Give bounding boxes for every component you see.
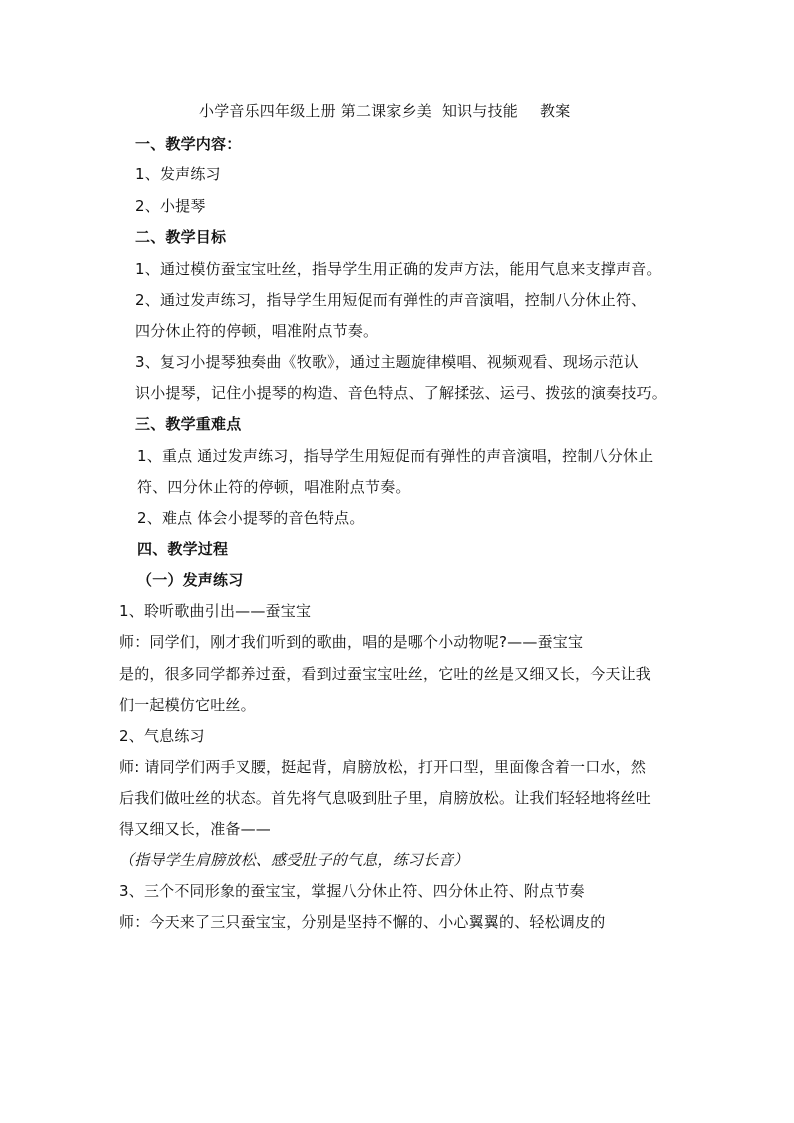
title-part-3: 教案 bbox=[540, 102, 571, 120]
section-heading-key-points: 三、教学重难点 bbox=[135, 415, 242, 433]
goal-1: 1、通过模仿蚕宝宝吐丝，指导学生用正确的发声方法，能用气息来支撑声音。 bbox=[135, 260, 662, 278]
content-item-1: 1、发声练习 bbox=[135, 165, 221, 183]
step-3-teacher: 师：今天来了三只蚕宝宝，分别是坚持不懈的、小心翼翼的、轻松调皮的 bbox=[119, 913, 606, 931]
step-1-text-line-1: 是的，很多同学都养过蚕，看到过蚕宝宝吐丝，它吐的丝是又细又长，今天让我 bbox=[119, 665, 652, 683]
step-2-title: 2、气息练习 bbox=[119, 727, 205, 745]
goal-2-line-2: 四分休止符的停顿，唱准附点节奏。 bbox=[135, 322, 379, 340]
step-2-text-line-1: 师: 请同学们两手叉腰，挺起背，肩膀放松，打开口型，里面像含着一口水，然 bbox=[119, 758, 647, 776]
step-3-title: 3、三个不同形象的蚕宝宝，掌握八分休止符、四分休止符、附点节奏 bbox=[119, 882, 585, 900]
document-title bbox=[199, 101, 570, 121]
goal-2-line-1: 2、通过发声练习，指导学生用短促而有弹性的声音演唱，控制八分休止符、 bbox=[135, 291, 647, 309]
title-part-2: 知识与技能 bbox=[441, 102, 518, 120]
key-point-line-2: 符、四分休止符的停顿，唱准附点节奏。 bbox=[137, 478, 411, 496]
step-2-text-line-2: 后我们做吐丝的状态。首先将气息吸到肚子里，肩膀放松。让我们轻轻地将丝吐 bbox=[119, 789, 652, 807]
key-point-line-1: 1、重点 通过发声练习，指导学生用短促而有弹性的声音演唱，控制八分休止 bbox=[137, 447, 654, 465]
goal-3-line-1: 3、复习小提琴独奏曲《牧歌》，通过主题旋律模唱、视频观看、现场示范认 bbox=[135, 353, 639, 371]
step-1-title: 1、聆听歌曲引出——蚕宝宝 bbox=[119, 602, 312, 620]
section-heading-goals: 二、教学目标 bbox=[135, 228, 227, 246]
section-heading-process: 四、教学过程 bbox=[137, 540, 229, 558]
step-1-teacher: 师：同学们，刚才我们听到的歌曲，唱的是哪个小动物呢?——蚕宝宝 bbox=[119, 633, 584, 651]
step-1-text-line-2: 们一起模仿它吐丝。 bbox=[119, 696, 256, 714]
content-item-2: 2、小提琴 bbox=[135, 197, 206, 215]
section-heading-content: 一、教学内容： bbox=[135, 135, 242, 153]
difficult-point: 2、难点 体会小提琴的音色特点。 bbox=[137, 509, 365, 527]
goal-3-line-2: 识小提琴，记住小提琴的构造、音色特点、了解揉弦、运弓、拨弦的演奏技巧。 bbox=[135, 384, 668, 402]
title-part-1: 小学音乐四年级上册 第二课家乡美 bbox=[199, 102, 432, 120]
subsection-heading-vocal: （一）发声练习 bbox=[137, 571, 244, 589]
step-2-text-line-3: 得又细又长，准备—— bbox=[119, 820, 272, 838]
step-2-instruction-note: （指导学生肩膀放松、感受肚子的气息，练习长音） bbox=[119, 851, 469, 869]
